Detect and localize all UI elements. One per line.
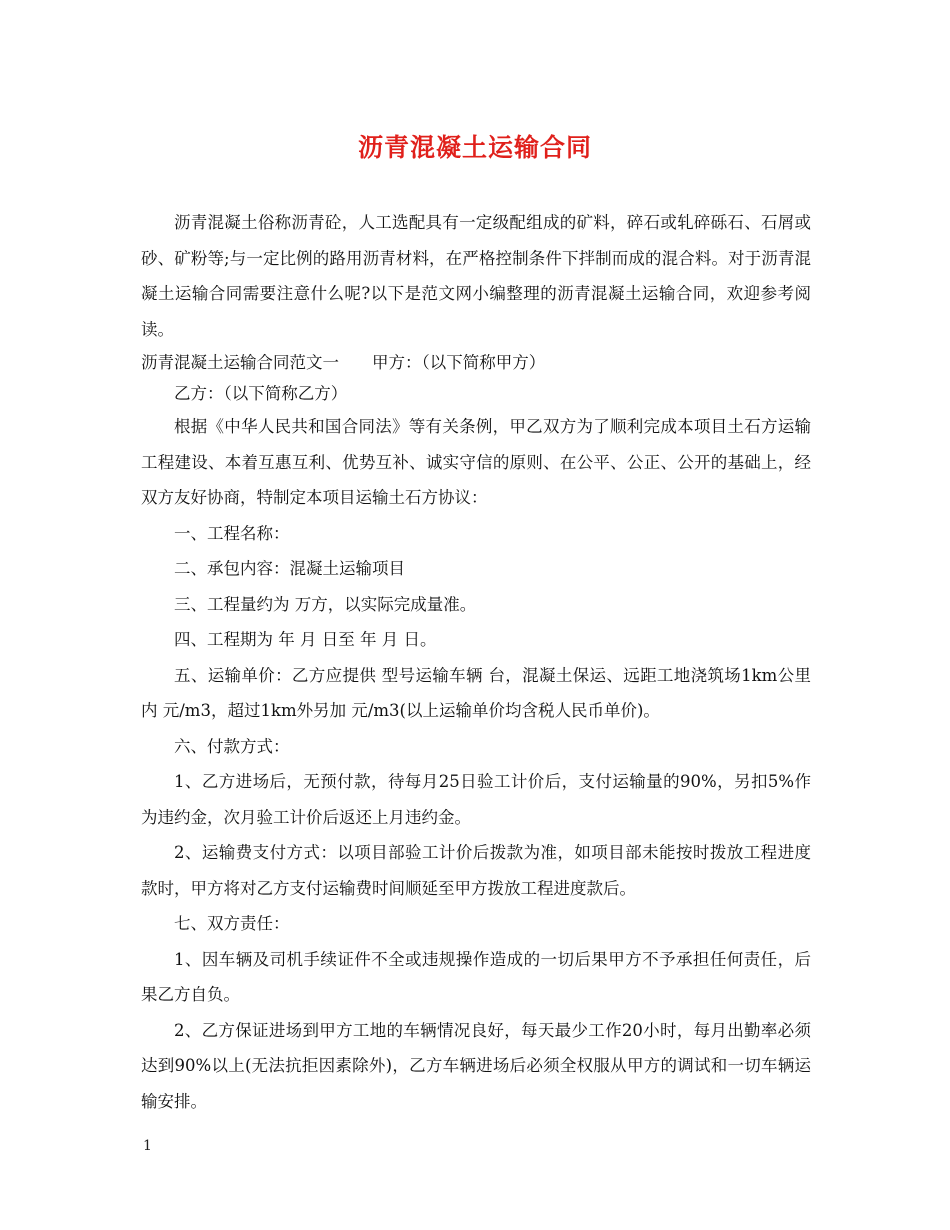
document-body bbox=[141, 205, 811, 1119]
clause-contract-scope: 二、承包内容：混凝土运输项目 bbox=[174, 559, 405, 578]
clause-quantity: 三、工程量约为 万方，以实际完成量准。 bbox=[174, 594, 477, 614]
intro-paragraph: 沥青混凝土俗称沥青砼，人工选配具有一定级配组成的矿料，碎石或轧碎砾石、石屑或砂、矿粉等;与一定比例的路用沥青材料，在严格控制条件下拌制而成的混合料。对于沥青混凝土运输合同需要注意什么呢?以下是范文网小编整理的沥青混凝土运输合同，欢迎参考阅读。 bbox=[141, 213, 811, 339]
clause-responsibility-1: 1、因车辆及司机手续证件不全或违规操作造成的一切后果甲方不予承担任何责任，后果乙方自负。 bbox=[141, 949, 811, 1004]
page-number: 1 bbox=[143, 1138, 152, 1154]
preamble-paragraph: 根据《中华人民共和国合同法》等有关条例，甲乙双方为了顺利完成本项目土石方运输工程建设、本着互惠互利、优势互补、诚实守信的原则、在公平、公正、公开的基础上，经双方友好协商，特制定本项目运输土石方协议： bbox=[141, 417, 811, 507]
clause-unit-price: 五、运输单价：乙方应提供 型号运输车辆 台，混凝土保运、远距工地浇筑场1km公里内 元/m3，超过1km外另加 元/m3(以上运输单价均含税人民币单价)。 bbox=[141, 665, 811, 720]
party-a-line: 沥青混凝土运输合同范文一 甲方：（以下简称甲方） bbox=[141, 353, 546, 372]
clause-responsibilities-heading: 七、双方责任： bbox=[174, 914, 290, 933]
clause-payment-heading: 六、付款方式： bbox=[174, 736, 290, 756]
document-title: 沥青混凝土运输合同 bbox=[357, 133, 592, 162]
clause-payment-2: 2、运输费支付方式：以项目部验工计价后拨款为准，如项目部未能按时拨放工程进度款时，甲方将对乙方支付运输费时间顺延至甲方拨放工程进度款后。 bbox=[141, 843, 811, 898]
clause-project-name: 一、工程名称： bbox=[174, 523, 290, 543]
clause-payment-1: 1、乙方进场后，无预付款，待每月25日验工计价后，支付运输量的90%，另扣5%作为违约金，次月验工计价后返还上月违约金。 bbox=[141, 772, 811, 827]
party-b-line: 乙方：（以下简称乙方） bbox=[174, 384, 348, 403]
clause-duration: 四、工程期为 年 月 日至 年 月 日。 bbox=[174, 630, 437, 649]
clause-responsibility-2: 2、乙方保证进场到甲方工地的车辆情况良好，每天最少工作20小时，每月出勤率必须达到90%以上(无法抗拒因素除外)，乙方车辆进场后必须全权服从甲方的调试和一切车辆运输安排。 bbox=[141, 1020, 811, 1111]
